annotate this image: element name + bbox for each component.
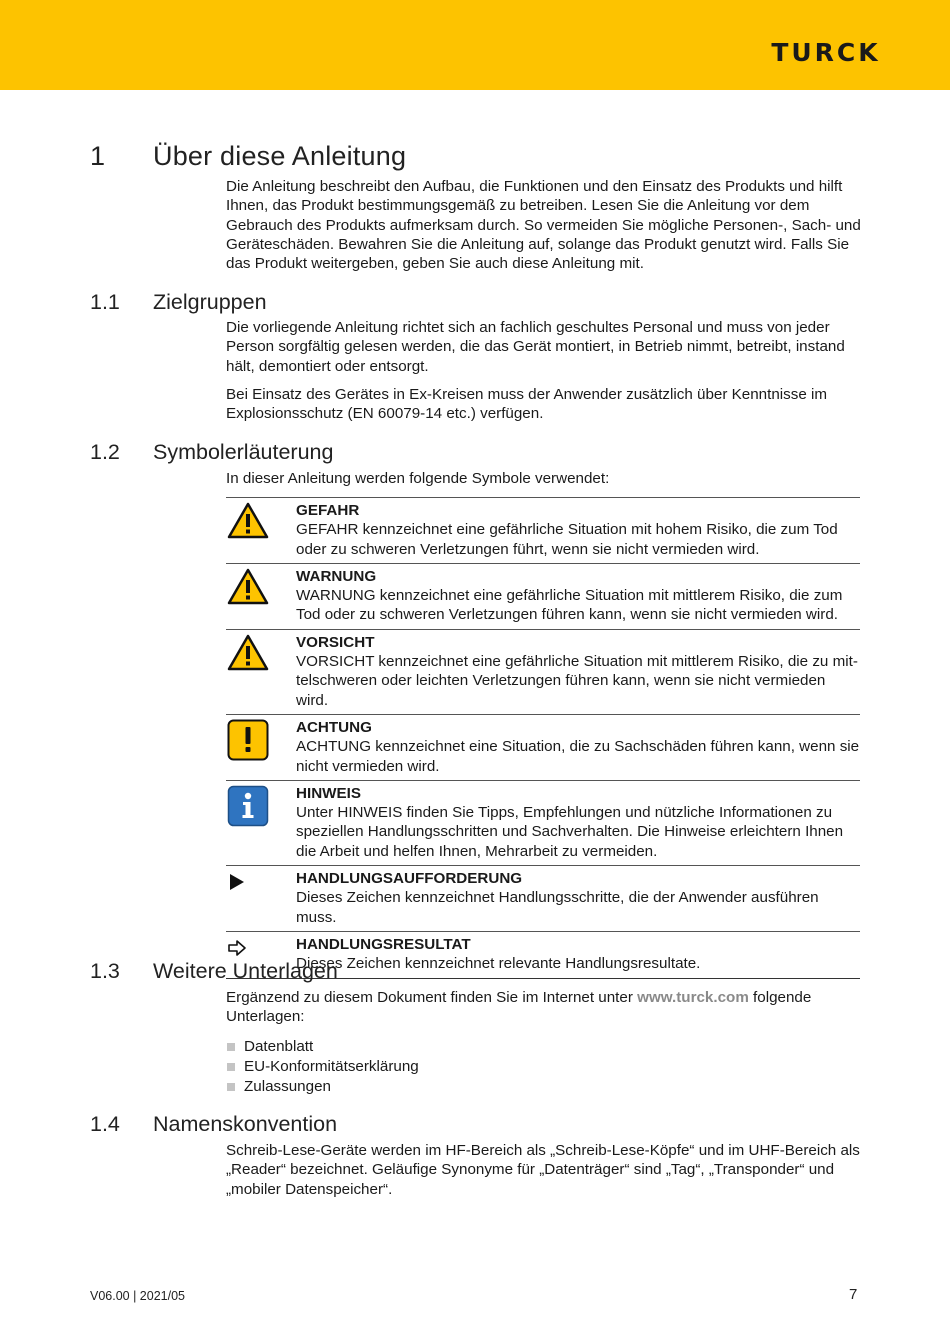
- symbol-description: Dieses Zeichen kennzeichnet relevante Handlungsresultate.: [296, 955, 701, 973]
- list-item: Datenblatt: [226, 1037, 419, 1057]
- documents-list: [226, 1037, 419, 1096]
- section-1-2-intro: In dieser Anleitung werden folgende Symbole verwendet:: [226, 470, 610, 487]
- section-1-1-text-1: Die vorliegende Anleitung richtet sich an fachlich geschultes Personal und muss von jeder Person sorgfältig gelesen werden, die das Gerät montiert, in Betrieb nimmt, betreibt, instand hält, demontiert oder entsorgt.: [226, 319, 845, 375]
- symbol-description: VORSICHT kennzeichnet eine gefährliche Situation mit mittlerem Risiko, die zu mittelschweren oder leichten Verletzungen führen kann, wenn sie nicht vermieden wird.: [296, 653, 858, 709]
- section-1-text: Die Anleitung beschreibt den Aufbau, die Funktionen und den Einsatz des Produkts und hilft Ihnen, das Produkt bestimmungsgemäß zu betreiben. Lesen Sie die Anleitung vor dem Gebrauch des Produkts aufmerksam durch. So vermeiden Sie mögliche Personen-, Sach- und Geräteschäden. Bewahren Sie die Anleitung auf, solange das Produkt genutzt wird. Falls Sie das Produkt weitergeben, geben Sie auch diese Anleitung mit.: [226, 178, 861, 273]
- symbol-title: VORSICHT: [296, 633, 375, 651]
- symbol-description: ACHTUNG kennzeichnet eine Situation, die zu Sachschäden führen kann, wenn sie nicht vermieden wird.: [296, 738, 860, 775]
- warning-triangle-icon: [227, 502, 269, 540]
- footer-version: V06.00 | 2021/05: [90, 1289, 185, 1303]
- list-item: Zulassungen: [226, 1077, 419, 1097]
- list-item: EU-Konformitätserklärung: [226, 1057, 419, 1077]
- outline-arrow-icon: [227, 938, 247, 958]
- exclamation-square-icon: [227, 719, 269, 761]
- symbol-title: ACHTUNG: [296, 718, 372, 736]
- symbol-description: WARNUNG kennzeichnet eine gefährliche Situation mit mittlerem Risiko, die zum Tod oder zu schweren Verletzungen führen kann, wenn sie nicht vermieden wird.: [296, 587, 843, 624]
- symbol-description: Dieses Zeichen kennzeichnet Handlungsschritte, die der Anwender ausführen muss.: [296, 889, 819, 926]
- section-title: Über diese Anleitung: [153, 141, 407, 171]
- symbol-description: GEFAHR kennzeichnet eine gefährliche Situation mit hohem Risiko, die zum Tod oder zu schweren Verletzungen führt, wenn sie nicht vermieden wird.: [296, 521, 838, 558]
- symbol-row-vorsicht: [226, 629, 860, 714]
- symbol-row-gefahr: [226, 497, 860, 563]
- symbol-title: HINWEIS: [296, 784, 361, 802]
- symbol-row-warnung: [226, 563, 860, 629]
- section-title: Weitere Unterlagen: [153, 959, 338, 983]
- section-1-4-text: Schreib-Lese-Geräte werden im HF-Bereich als „Schreib-Lese-Köpfe“ und im UHF-Bereich als „Reader“ bezeichnet. Geläufige Synonyme für „Datenträger“ sind „Tag“, „Transponder“ und „mobiler Datenspeicher“.: [226, 1142, 860, 1198]
- warning-triangle-icon: [227, 568, 269, 606]
- text-after-link: folgende Unterlagen:: [226, 989, 812, 1026]
- symbol-title: GEFAHR: [296, 502, 360, 519]
- turck-website-link[interactable]: www.turck.com: [637, 989, 749, 1006]
- section-1-3-text: [226, 988, 862, 1027]
- section-number: 1.2: [90, 440, 120, 464]
- section-title: Symbolerläuterung: [153, 440, 334, 464]
- play-triangle-icon: [227, 872, 247, 892]
- symbol-row-hinweis: [226, 780, 860, 865]
- brand-wordmark: TURCK: [771, 38, 881, 67]
- section-title: Zielgruppen: [153, 290, 267, 314]
- symbol-title: WARNUNG: [296, 567, 377, 585]
- info-square-icon: [227, 785, 269, 827]
- turck-logo: [738, 37, 914, 67]
- symbol-title: HANDLUNGSRESULTAT: [296, 935, 471, 953]
- section-title: Namenskonvention: [153, 1112, 338, 1136]
- symbol-row-achtung: [226, 714, 860, 780]
- section-1-1-text-2: Bei Einsatz des Gerätes in Ex-Kreisen muss der Anwender zusätzlich über Kenntnisse im Explosionsschutz (EN 60079-14 etc.) verfügen.: [226, 386, 828, 423]
- symbol-description: Unter HINWEIS finden Sie Tipps, Empfehlungen und nützliche Informationen zu speziellen Handlungsschritten und Sachverhalten. Die Hinweise erleichtern Ihnen die Arbeit und helfen Ihnen, Mehrarbeit zu vermeiden.: [296, 804, 844, 860]
- symbol-table: [226, 497, 860, 979]
- symbol-row-handlungsaufforderung: [226, 865, 860, 931]
- warning-triangle-icon: [227, 634, 269, 672]
- page-number: 7: [849, 1286, 858, 1303]
- section-number: 1.4: [90, 1112, 120, 1136]
- section-number: 1: [90, 141, 106, 171]
- symbol-title: HANDLUNGSAUFFORDERUNG: [296, 870, 523, 888]
- text-before-link: Ergänzend zu diesem Dokument finden Sie im Internet unter: [226, 989, 638, 1006]
- section-number: 1.1: [90, 290, 120, 314]
- section-number: 1.3: [90, 959, 120, 983]
